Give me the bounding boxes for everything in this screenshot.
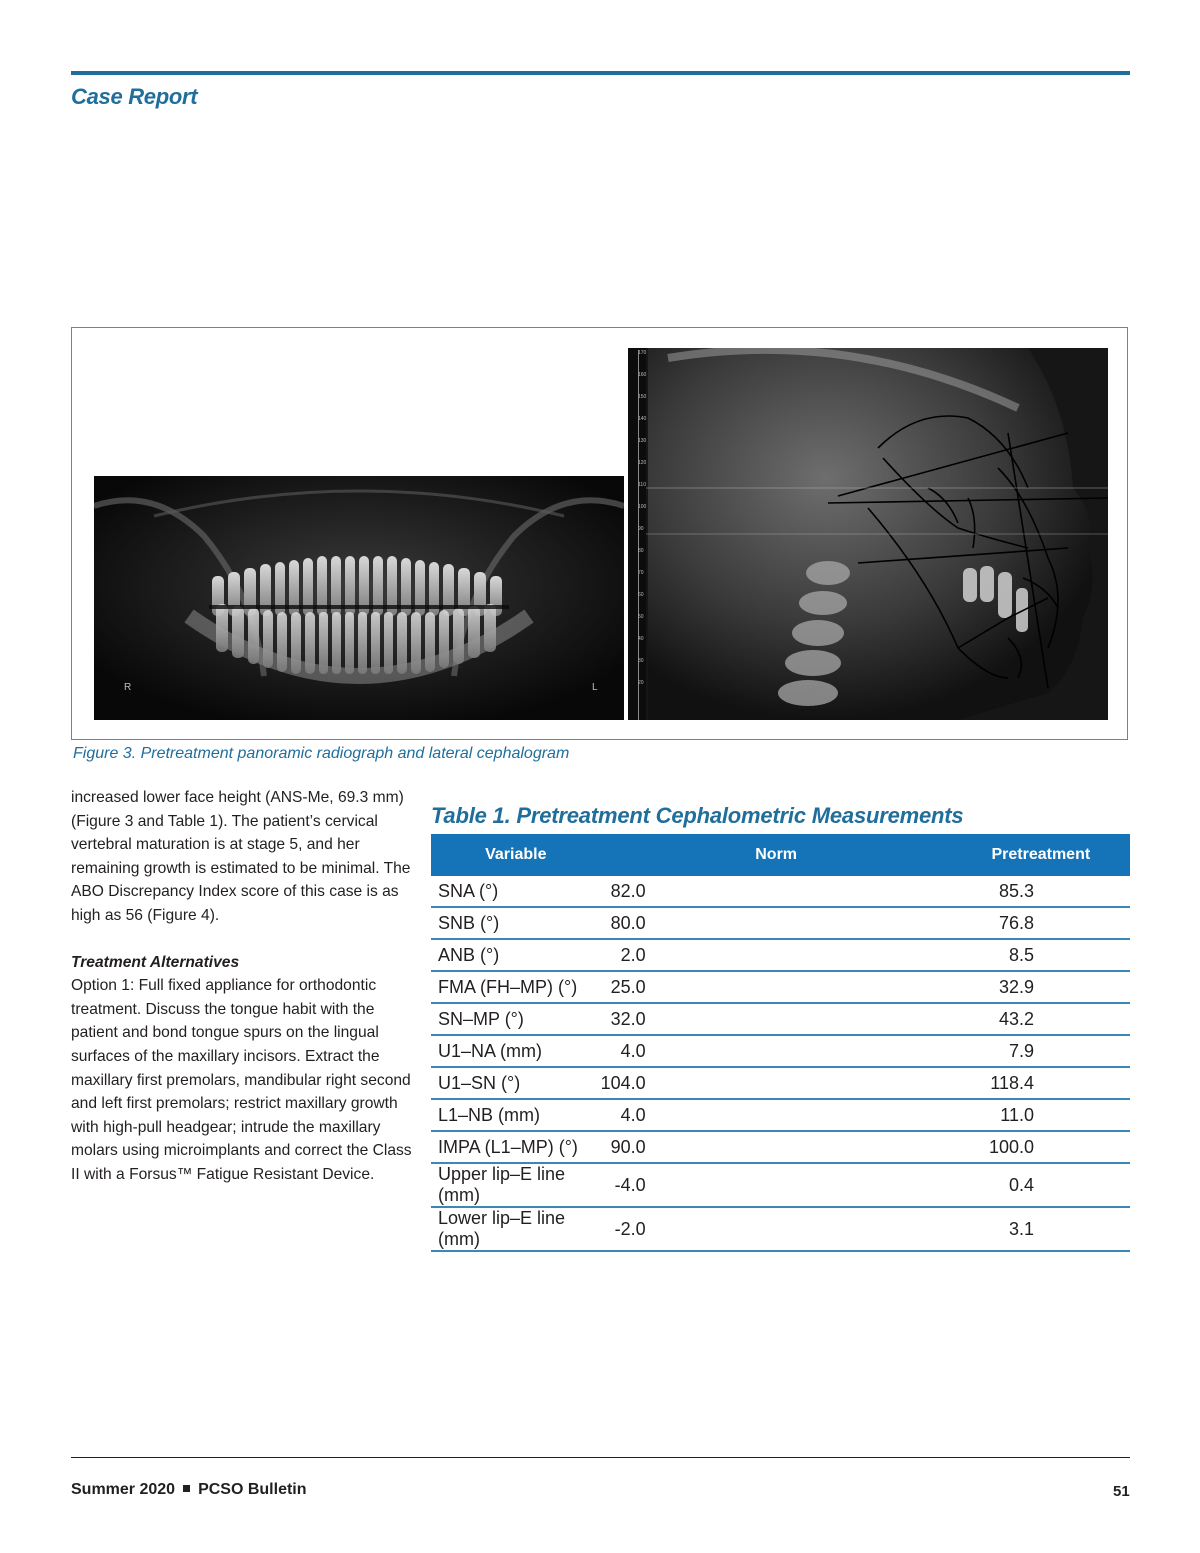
variable-cell: Upper lip–E line (mm) — [431, 1163, 601, 1207]
table-row — [431, 1067, 1130, 1099]
norm-cell: 2.0 — [601, 939, 952, 971]
norm-cell: -2.0 — [601, 1207, 952, 1251]
subsection-heading: Treatment Alternatives — [71, 953, 240, 971]
pretreatment-cell: 32.9 — [952, 971, 1130, 1003]
variable-cell: SNA (°) — [431, 876, 601, 907]
ruler-tick: 50 — [638, 614, 644, 620]
variable-cell: IMPA (L1–MP) (°) — [431, 1131, 601, 1163]
ruler-tick: 20 — [638, 680, 644, 686]
table-row — [431, 876, 1130, 907]
pretreatment-cell: 8.5 — [952, 939, 1130, 971]
norm-cell: 80.0 — [601, 907, 952, 939]
ruler-tick: 80 — [638, 548, 644, 554]
ruler-tick: 30 — [638, 658, 644, 664]
top-rule — [71, 71, 1130, 75]
panoramic-radiograph — [94, 476, 624, 720]
ruler-tick: 100 — [638, 504, 647, 510]
pretreatment-cell: 43.2 — [952, 1003, 1130, 1035]
body-paragraph: Option 1: Full fixed appliance for orthodontic treatment. Discuss the tongue habit with the patient and bond tongue spurs on the lingual surfaces of the maxillary incisors. Extract the maxillary first premolars, mandibular right second and left first premolars; restrict maxillary growth with high-pull headgear; intrude the maxillary molars using microimplants and correct the Class II with a Forsus™ Fatigue Resistant Device. — [71, 977, 412, 1183]
variable-cell: U1–NA (mm) — [431, 1035, 601, 1067]
table-row — [431, 1207, 1130, 1251]
norm-cell: 4.0 — [601, 1035, 952, 1067]
table-header-row — [431, 834, 1130, 876]
ruler-tick: 90 — [638, 526, 644, 532]
panoramic-marker-left: L — [592, 682, 598, 693]
column-header-variable: Variable — [431, 834, 601, 876]
variable-cell: L1–NB (mm) — [431, 1099, 601, 1131]
variable-cell: ANB (°) — [431, 939, 601, 971]
pretreatment-cell: 7.9 — [952, 1035, 1130, 1067]
lateral-cephalogram — [628, 348, 1108, 720]
table-row — [431, 1003, 1130, 1035]
ruler-scale — [630, 350, 647, 720]
square-bullet-icon — [183, 1485, 190, 1492]
footer-publication-name: PCSO Bulletin — [198, 1481, 307, 1498]
pretreatment-cell: 118.4 — [952, 1067, 1130, 1099]
table-row — [431, 1035, 1130, 1067]
section-label: Case Report — [71, 84, 198, 109]
body-text-column — [71, 786, 416, 1187]
variable-cell: SNB (°) — [431, 907, 601, 939]
norm-cell: -4.0 — [601, 1163, 952, 1207]
variable-cell: SN–MP (°) — [431, 1003, 601, 1035]
table-row — [431, 1099, 1130, 1131]
pretreatment-cell: 100.0 — [952, 1131, 1130, 1163]
panoramic-marker-right: R — [124, 682, 132, 693]
cephalometric-table — [431, 834, 1130, 1252]
ruler-tick: 120 — [638, 460, 647, 466]
table-row — [431, 1131, 1130, 1163]
variable-cell: Lower lip–E line (mm) — [431, 1207, 601, 1251]
norm-cell: 90.0 — [601, 1131, 952, 1163]
pretreatment-cell: 85.3 — [952, 876, 1130, 907]
figure-frame — [71, 327, 1128, 740]
norm-cell: 82.0 — [601, 876, 952, 907]
ruler-tick: 170 — [638, 350, 647, 356]
norm-cell: 25.0 — [601, 971, 952, 1003]
table-row — [431, 939, 1130, 971]
table-row — [431, 907, 1130, 939]
ruler-tick: 140 — [638, 416, 647, 422]
ruler-tick: 60 — [638, 592, 644, 598]
table-row — [431, 971, 1130, 1003]
page-number: 51 — [1113, 1483, 1130, 1500]
variable-cell: FMA (FH–MP) (°) — [431, 971, 601, 1003]
norm-cell: 4.0 — [601, 1099, 952, 1131]
body-paragraph: increased lower face height (ANS-Me, 69.3 mm) (Figure 3 and Table 1). The patient’s cervical vertebral maturation is at stage 5, and her remaining growth is estimated to be minimal. The ABO Discrepancy Index score of this case is as high as 56 (Figure 4). — [71, 789, 411, 924]
ruler-tick: 40 — [638, 636, 644, 642]
pretreatment-cell: 3.1 — [952, 1207, 1130, 1251]
table-title: Table 1. Pretreatment Cephalometric Measurements — [431, 803, 964, 828]
pretreatment-cell: 0.4 — [952, 1163, 1130, 1207]
footer-season: Summer 2020 — [71, 1481, 176, 1498]
variable-cell: U1–SN (°) — [431, 1067, 601, 1099]
ruler-tick: 160 — [638, 372, 647, 378]
ruler-tick: 130 — [638, 438, 647, 444]
pretreatment-cell: 76.8 — [952, 907, 1130, 939]
footer-publication — [71, 1481, 307, 1499]
ruler-tick: 110 — [638, 482, 646, 488]
table-row — [431, 1163, 1130, 1207]
ruler-tick: 70 — [638, 570, 644, 576]
ruler-tick: 150 — [638, 394, 647, 400]
column-header-pretreatment: Pretreatment — [952, 834, 1130, 876]
norm-cell: 104.0 — [601, 1067, 952, 1099]
figure-caption: Figure 3. Pretreatment panoramic radiograph and lateral cephalogram — [73, 745, 570, 762]
pretreatment-cell: 11.0 — [952, 1099, 1130, 1131]
footer-rule — [71, 1457, 1130, 1458]
norm-cell: 32.0 — [601, 1003, 952, 1035]
column-header-norm: Norm — [601, 834, 952, 876]
